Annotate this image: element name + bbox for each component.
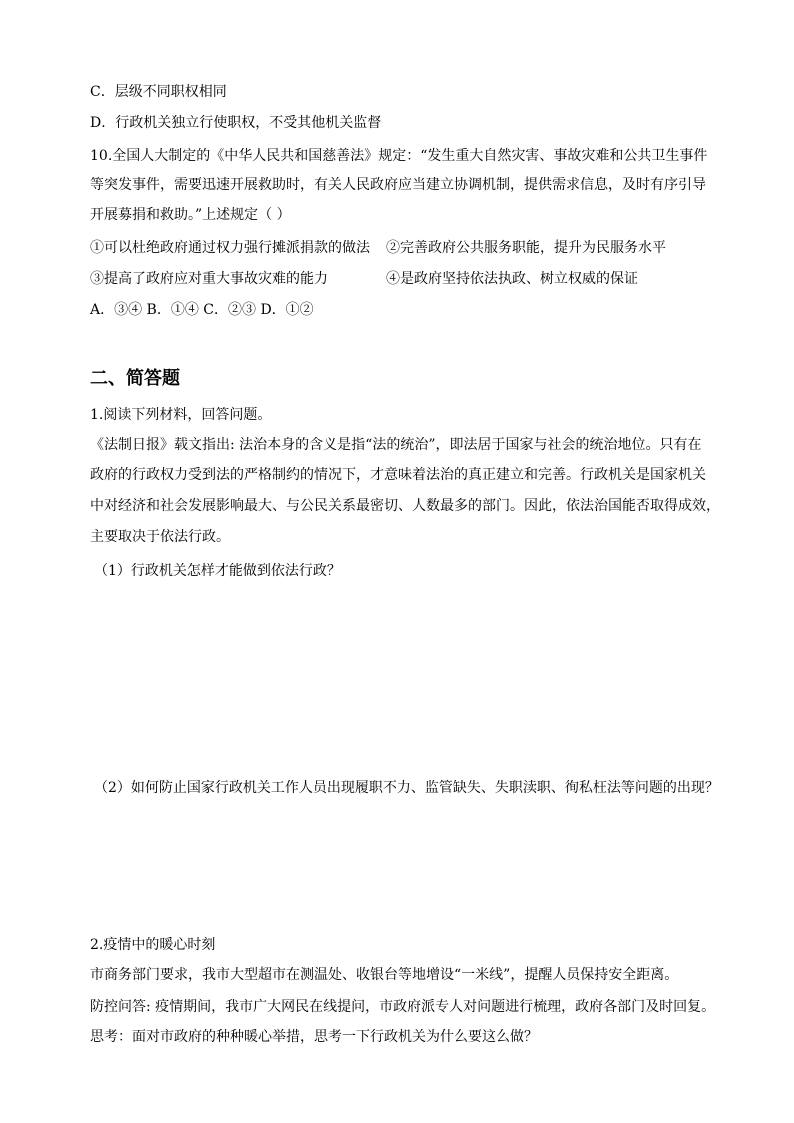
question-10-item-3: ③提高了政府应对重大事故灾难的能力 <box>90 271 328 287</box>
sub-question-2: （2）如何防止国家行政机关工作人员出现履职不力、监管缺失、失职渎职、徇私枉法等问题的出现？ <box>94 780 719 796</box>
section-heading: 二、简答题 <box>90 368 180 389</box>
question-1-title: 1.阅读下列材料，回答问题。 <box>90 407 272 423</box>
option-c: C．层级不同职权相同 <box>90 84 227 100</box>
question-10-stem-line-1: 10.全国人大制定的《中华人民共和国慈善法》规定：“发生重大自然灾害、事故灾难和公共卫生事件 <box>90 148 708 164</box>
question-10-item-4: ④是政府坚持依法执政、树立权威的保证 <box>386 271 638 287</box>
question-10-item-2: ②完善政府公共服务职能，提升为民服务水平 <box>386 240 666 256</box>
question-2-title: 2.疫情中的暖心时刻 <box>90 937 216 953</box>
question-2-line-1: 市商务部门要求，我市大型超市在测温处、收银台等地增设“一米线”，提醒人员保持安全距离。 <box>90 967 679 983</box>
material-line-3: 中对经济和社会发展影响最大、与公民关系最密切、人数最多的部门。因此，依法治国能否取得成效， <box>90 498 720 514</box>
material-line-2: 政府的行政权力受到法的严格制约的情况下，才意味着法治的真正建立和完善。行政机关是国家机关 <box>90 467 706 483</box>
material-line-4: 主要取决于依法行政。 <box>90 529 230 545</box>
question-2-line-2: 防控问答: 疫情期间，我市广大网民在线提问，市政府派专人对问题进行梳理，政府各部门及时回复。 <box>90 999 716 1015</box>
question-10-choices: A．③④ B．①④ C．②③ D．①② <box>90 302 314 318</box>
sub-question-1: （1）行政机关怎样才能做到依法行政？ <box>94 563 341 579</box>
question-2-line-3: 思考：面对市政府的种种暖心举措，思考一下行政机关为什么要这么做？ <box>90 1029 538 1045</box>
question-10-stem-line-3: 开展募捐和救助。”上述规定（ ） <box>90 207 291 223</box>
question-10-stem-line-2: 等突发事件，需要迅速开展救助时，有关人民政府应当建立协调机制，提供需求信息，及时有序引导 <box>90 177 706 193</box>
option-d: D．行政机关独立行使职权，不受其他机关监督 <box>90 115 382 131</box>
question-10-item-1: ①可以杜绝政府通过权力强行摊派捐款的做法 <box>90 240 370 256</box>
material-line-1: 《法制日报》载文指出: 法治本身的含义是指“法的统治”，即法居于国家与社会的统治地位。只有在 <box>90 437 702 453</box>
